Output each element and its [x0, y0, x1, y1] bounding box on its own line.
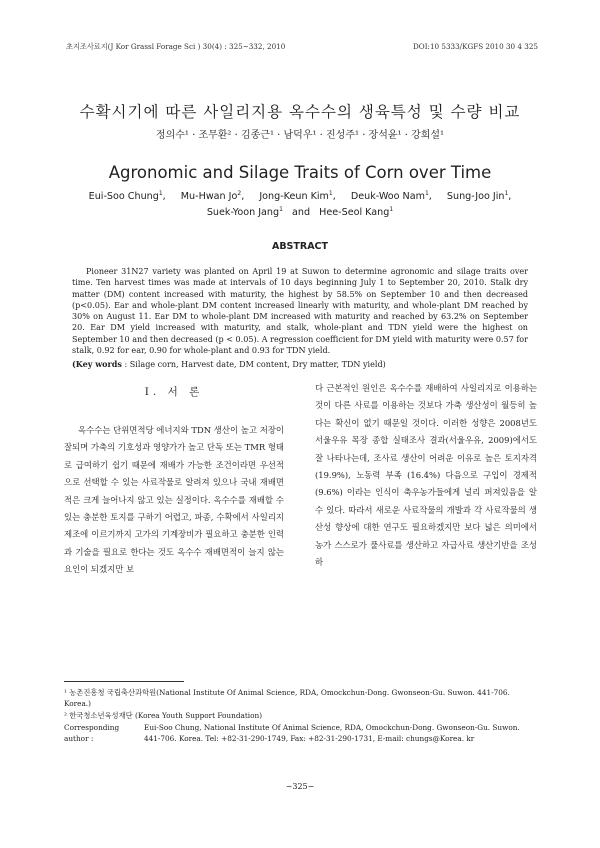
- corresponding-author-label: Corresponding author :: [64, 723, 120, 743]
- keywords-label: (Key words: [72, 359, 122, 369]
- author-2: Mu-Hwan Jo$^2$,: [180, 190, 245, 203]
- footnote-affiliation-1: ¹ 농촌진흥청 국립축산과학원(National Institute Of Animal Science, RDA, Omockchun-Dong. Gwonseon-Gu. Suwon. 441-706. Korea.): [64, 688, 510, 708]
- body-right-column: [315, 380, 537, 571]
- corresponding-author: [64, 722, 538, 744]
- korean-authors: 정의수¹ · 조무환² · 김종근¹ · 남덕우¹ · 진성주¹ · 장석윤¹ · 강희설¹: [155, 130, 445, 141]
- doi: DOI:10 5333/KGFS 2010 30 4 325: [413, 42, 538, 51]
- body-left-column: [64, 422, 284, 579]
- author-4: Deuk-Woo Nam$^1$,: [350, 190, 432, 203]
- section-heading-introduction: Ⅰ. 서 론: [144, 386, 204, 398]
- and-word: and: [292, 207, 311, 219]
- keywords: [72, 359, 528, 369]
- abstract-text: Pioneer 31N27 variety was planted on April 19 at Suwon to determine agronomic and silage traits over time. Ten harvest times was made at intervals of 10 days beginning July 1 to September 20, 2010. Stalk dry matter (DM) content increased with maturity, the highest by 58.5% on September 10 and then decreased (p<0.05). Ear and whole-plant DM content increased linearly with maturity, and whole-plant DM reached by 30% on August 11. Ear DM to whole-plant DM increased with maturity and reached by 63.2% on September 20. Ear DM yield increased with maturity, and stalk, whole-plant and TDN yield were the highest on September 10 and then decreased (p < 0.05). A regression coefficient for DM yield with maturity were 0.57 for stalk, 0.92 for ear, 0.90 for whole-plant and 0.93 for TDN yield.: [72, 267, 528, 356]
- author-7: Hee-Seol Kang$^1$: [319, 206, 394, 219]
- footnote-divider: [64, 681, 184, 682]
- english-authors-line2: [0, 206, 600, 218]
- author-6: Suek-Yoon Jang$^1$: [206, 206, 283, 219]
- journal-citation: 초지조사료지(J Kor Grassl Forage Sci ) 30(4) : 325~332, 2010: [66, 42, 286, 51]
- keywords-text: : Silage corn, Harvest date, DM content, Dry matter, TDN yield): [121, 360, 386, 369]
- english-title: Agronomic and Silage Traits of Corn over Time: [108, 163, 492, 182]
- corresponding-author-details: Eui-Soo Chung, National Institute Of Animal Science, RDA, Omockchun-Dong. Gwonseon-Gu. Suwon. 441-706. Korea. Tel: +82-31-290-1749, Fax: +82-31-290-1731, E-mail: chungs@Korea. kr: [144, 723, 520, 743]
- author-1: Eui-Soo Chung$^1$,: [88, 190, 166, 203]
- footnote-affiliation-2: ² 한국청소년육성재단 (Korea Youth Support Foundation): [64, 711, 263, 720]
- left-paragraph: 옥수수는 단위면적당 에너지와 TDN 생산이 높고 저장이 잘되며 가축의 기호성과 영양가가 높고 단독 또는 TMR 형태로 급여하기 쉽기 때문에 재배가 가능한 조건이라면 우선적으로 선택할 수 있는 사료작물로 알려져 있으나 국내 재배면적은 크게 늘어나지 않고 있는 실정이다. 옥수수를 재배할 수 있는 충분한 토지를 구하기 어렵고, 파종, 수확에서 사일리지 제조에 이르기까지 고가의 기계장비가 필요하고 충분한 인력과 기술을 필요로 한다는 것도 옥수수 재배면적이 늘지 않는 요인이 되겠지만 보: [64, 425, 284, 575]
- author-3: Jong-Keun Kim$^1$,: [259, 190, 336, 203]
- english-authors-line1: [0, 190, 600, 202]
- right-paragraph: 다 근본적인 원인은 옥수수를 재배하여 사일리지로 이용하는 것이 다른 사료를 이용하는 것보다 가축 생산성이 월등히 높다는 확신이 없기 때문일 것이다. 이러한 성향은 2008년도 서울우유 목장 종합 실태조사 결과(서울우유, 2009)에서도 잘 나타나는데, 조사료 생산이 어려운 이유로 높은 토지자격 (19.9%), 노동력 부족 (16.4%) 다음으로 구입이 경제적 (9.6%) 이라는 인식이 축우농가들에게 널리 퍼져있음을 알 수 있다. 따라서 새로운 사료작물의 개발과 각 사료작물의 생산성 향상에 대한 연구도 필요하겠지만 보다 넓은 의미에서 농가 스스로가 풀사료를 생산하고 자급사료 생산기반을 조성하: [315, 383, 537, 568]
- page-number: −325−: [285, 782, 315, 791]
- korean-title: 수확시기에 따른 사일리지용 옥수수의 생육특성 및 수량 비교: [79, 103, 521, 121]
- author-5: Sung-Joo Jin$^1$,: [446, 190, 512, 203]
- abstract-heading: ABSTRACT: [271, 241, 329, 252]
